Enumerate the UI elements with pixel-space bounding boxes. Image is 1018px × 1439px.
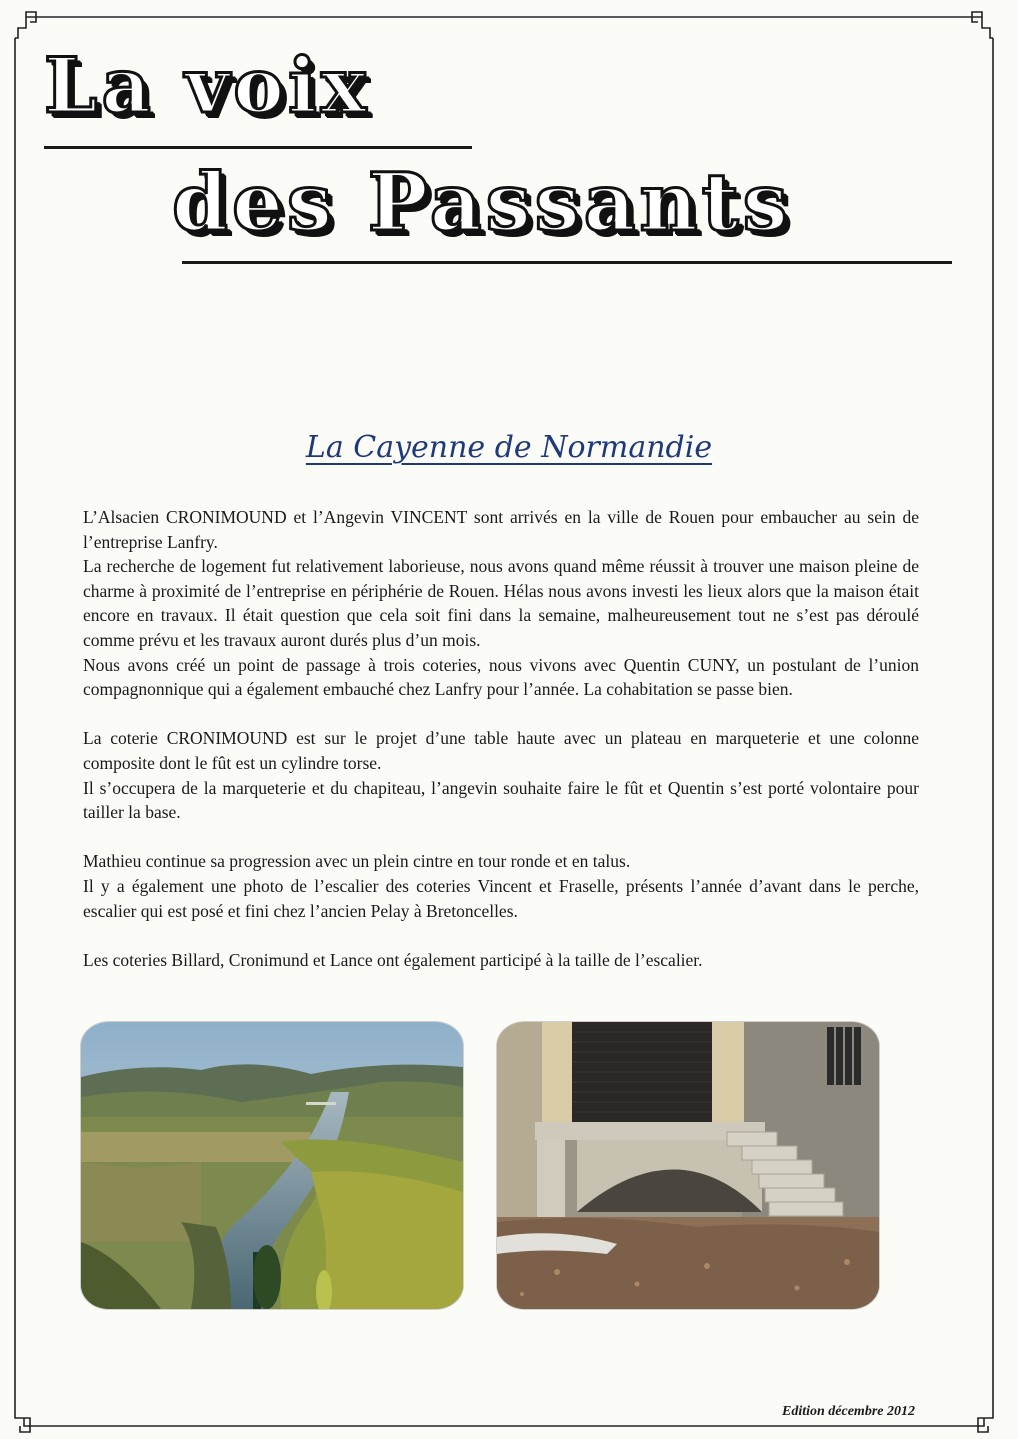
edition-date: Edition décembre 2012 (782, 1404, 915, 1419)
article-paragraph: Il y a également une photo de l’escalier des coteries Vincent et Fraselle, présents l’année d’avant dans le perche, escalier qui est posé et fini chez l’ancien Pelay à Bretoncelles. (83, 875, 919, 921)
article-paragraph: La coterie CRONIMOUND est sur le projet d’une table haute avec un plateau en marqueterie et une colonne composite dont le fût est un cylindre torse. (83, 728, 919, 773)
staircase-image (497, 1022, 879, 1309)
article-paragraph: Nous avons créé un point de passage à trois coteries, nous vivons avec Quentin CUNY, un postulant de l’union compagnonnique qui a également embauché chez Lanfry pour l’année. La cohabitation se passe bien. (83, 654, 919, 700)
article-paragraph: La recherche de logement fut relativement laborieuse, nous avons quand même réussit à trouver une maison pleine de charme à proximité de l’entreprise en périphérie de Rouen. Hélas nous avons investi les lieux alors que la maison était encore en travaux. Il était question que cela soit fini dans la semaine, malheureusement tout ne s’est pas déroulé comme prévu et les travaux auront durés plus d’un mois. (83, 556, 919, 650)
article-paragraph: Il s’occupera de la marqueterie et du chapiteau, l’angevin souhaite faire le fût et Quentin s’est porté volontaire pour tailler la base. (83, 777, 919, 823)
masthead-rule-bottom (182, 261, 952, 264)
article-subtitle: La Cayenne de Normandie (305, 430, 713, 465)
river-valley-photo (81, 1022, 463, 1309)
masthead-title-line1: La voix (44, 41, 371, 130)
article-paragraph: L’Alsacien CRONIMOUND et l’Angevin VINCENT sont arrivés en la ville de Rouen pour embaucher au sein de l’entreprise Lanfry. (83, 507, 919, 552)
staircase-photo (497, 1022, 879, 1309)
masthead-rule-top (44, 146, 472, 149)
article-paragraph: Les coteries Billard, Cronimund et Lance ont également participé à la taille de l’escalier. (83, 949, 703, 970)
river-valley-image (81, 1022, 463, 1309)
article-body (83, 505, 919, 972)
article-paragraph: Mathieu continue sa progression avec un plein cintre en tour ronde et en talus. (83, 851, 631, 872)
masthead-title-line2: des Passants (172, 155, 792, 249)
